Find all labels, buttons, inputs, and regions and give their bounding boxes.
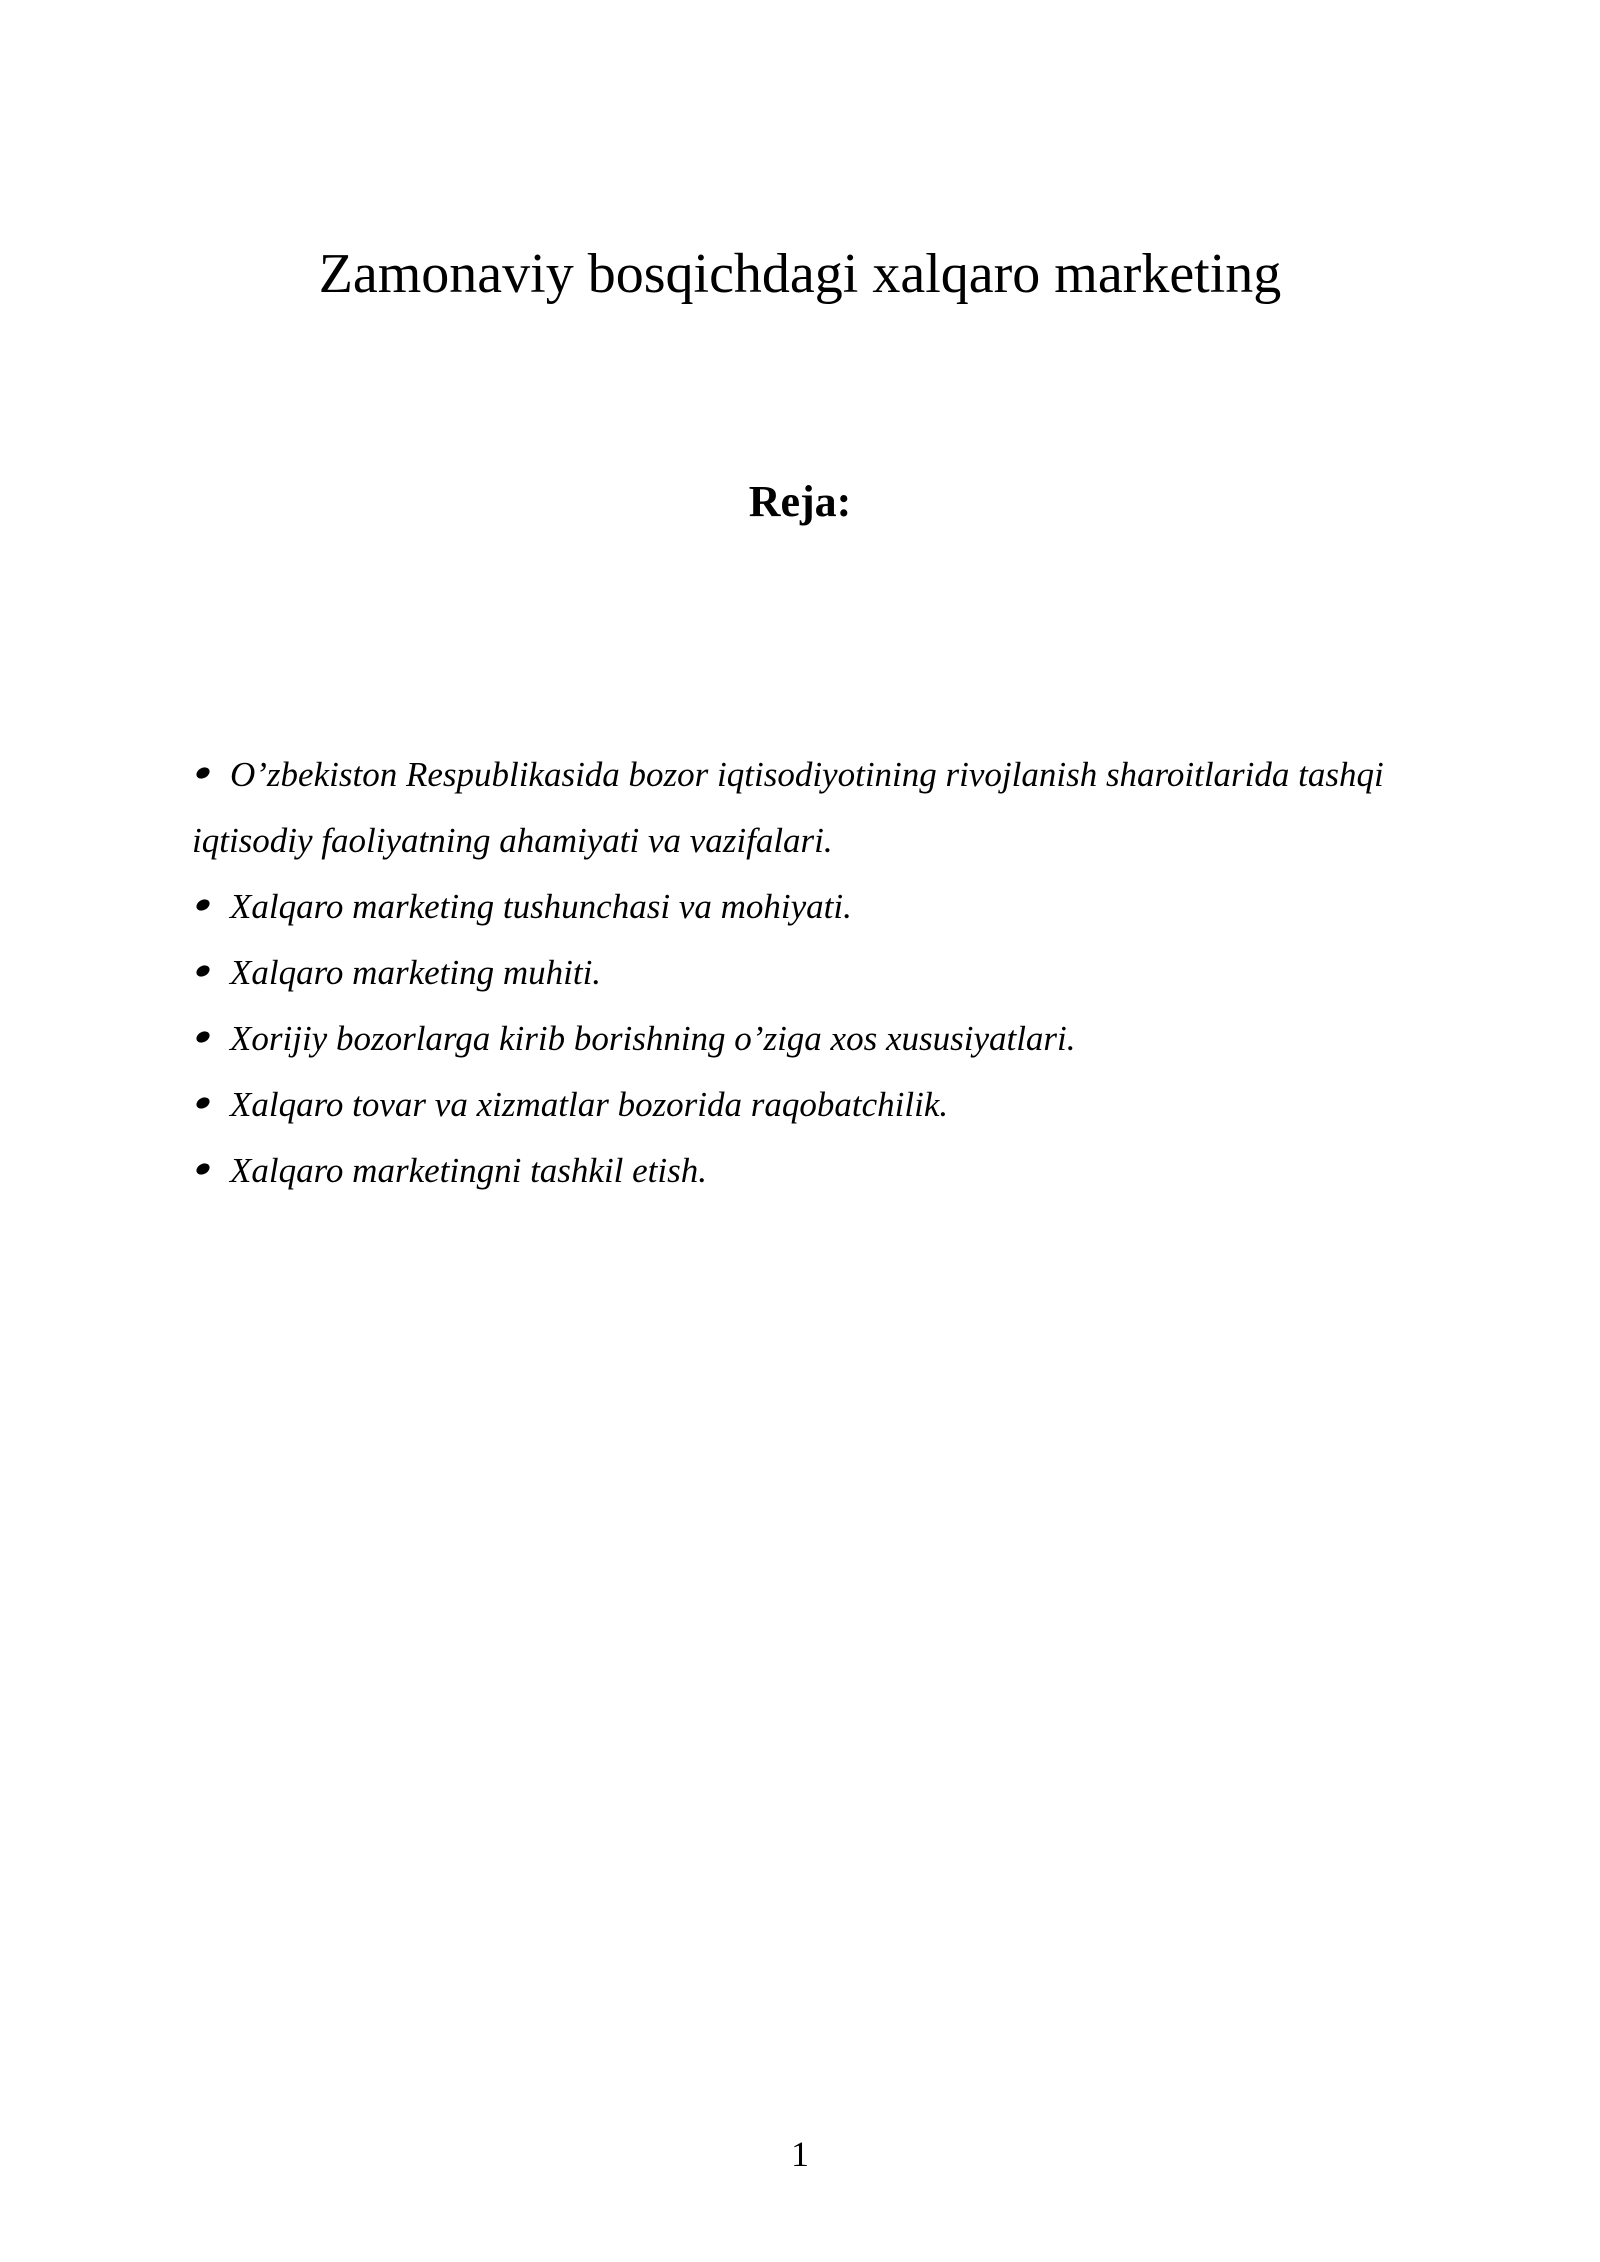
plan-item-text: Xalqaro marketingni tashkil etish. [230, 1151, 707, 1190]
plan-heading: Reja: [748, 477, 852, 526]
plan-item-text: Xalqaro marketing muhiti. [230, 953, 602, 992]
page-number: 1 [791, 2134, 809, 2174]
plan-item [192, 1138, 1422, 1204]
plan-item-text: Xorijiy bozorlarga kirib borishning o’ziga xos xususiyatlari. [230, 1019, 1076, 1058]
plan-item [192, 1072, 1422, 1138]
plan-item [192, 940, 1422, 1006]
plan-item-text: Xalqaro marketing tushunchasi va mohiyati. [230, 887, 852, 926]
plan-item-text: O’zbekiston Respublikasida bozor iqtisodiyotining rivojlanish sharoitlarida tashqi iqtisodiy faoliyatning ahamiyati va vazifalari. [192, 755, 1384, 860]
plan-item-text: Xalqaro tovar va xizmatlar bozorida raqobatchilik. [230, 1085, 949, 1124]
plan-list [192, 742, 1422, 1204]
plan-item [192, 742, 1422, 874]
document-title: Zamonaviy bosqichdagi xalqaro marketing [318, 243, 1282, 305]
plan-item [192, 1006, 1422, 1072]
plan-item [192, 874, 1422, 940]
